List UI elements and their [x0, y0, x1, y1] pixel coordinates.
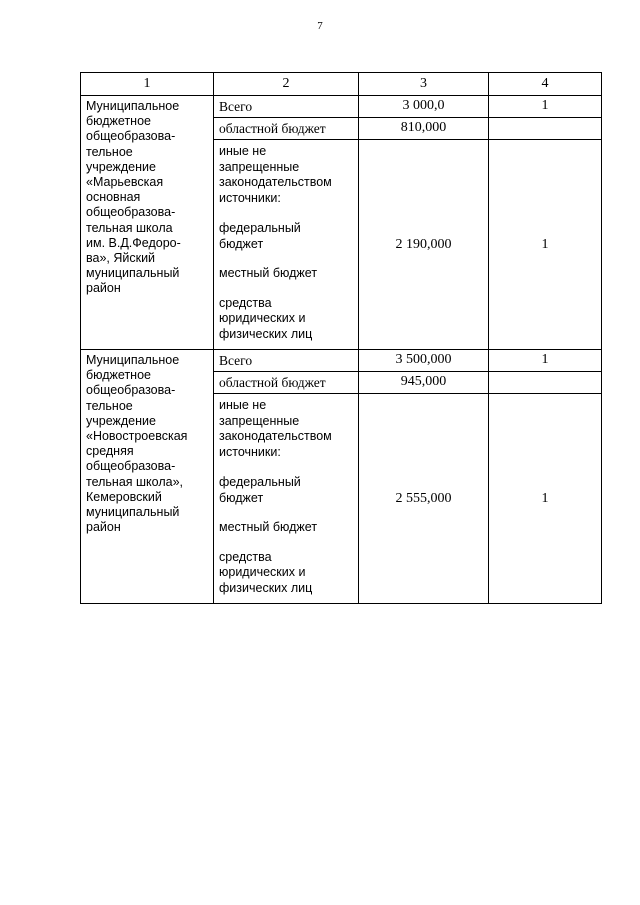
org-line: муниципальный [86, 505, 180, 520]
header-col-1: 1 [81, 73, 214, 96]
regional-count [489, 118, 602, 140]
regional-count [489, 372, 602, 394]
header-row [81, 73, 602, 96]
other-label-line: запрещенные [219, 159, 300, 174]
total-count: 1 [489, 96, 602, 118]
other-value: 2 555,000 [359, 394, 489, 604]
table-row [81, 350, 602, 372]
federal-line: федеральный [219, 475, 301, 489]
total-value: 3 500,000 [359, 350, 489, 372]
federal-line: бюджет [219, 490, 264, 505]
total-label: Всего [214, 350, 359, 372]
page-number: 7 [317, 20, 323, 32]
total-count: 1 [489, 350, 602, 372]
regional-value: 810,000 [359, 118, 489, 140]
org-line: Кемеровский [86, 489, 162, 504]
regional-label: областной бюджет [214, 372, 359, 394]
legal-line: юридических и [219, 311, 306, 325]
other-count: 1 [489, 394, 602, 604]
org-line: район [86, 281, 121, 296]
other-value: 2 190,000 [359, 140, 489, 350]
regional-label: областной бюджет [214, 118, 359, 140]
org-line: общеобразова- [86, 129, 176, 144]
local-budget: местный бюджет [219, 520, 318, 534]
total-label: Всего [214, 96, 359, 118]
org-line: общеобразова- [86, 383, 176, 398]
org-line: Муниципальное [86, 353, 180, 367]
other-label-line: иные не [219, 398, 267, 412]
header-col-2: 2 [214, 73, 359, 96]
header-col-4: 4 [489, 73, 602, 96]
org-line: «Марьевская [86, 175, 164, 190]
header-col-3: 3 [359, 73, 489, 96]
org-line: район [86, 520, 121, 535]
org-line: общеобразова- [86, 205, 176, 220]
org-line: учреждение [86, 159, 156, 174]
other-sources-cell [214, 394, 359, 604]
organization-cell [81, 350, 214, 604]
org-line: ва», Яйский [86, 251, 156, 266]
other-count: 1 [489, 140, 602, 350]
org-line: им. В.Д.Федоро- [86, 235, 181, 250]
other-label-line: запрещенные [219, 413, 300, 428]
legal-line: средства [219, 295, 272, 310]
total-value: 3 000,0 [359, 96, 489, 118]
org-line: учреждение [86, 413, 156, 428]
org-line: тельная школа [86, 220, 173, 235]
org-line: бюджетное [86, 114, 151, 129]
org-line: тельная школа», [86, 474, 184, 489]
org-line: общеобразова- [86, 459, 176, 474]
funding-table [80, 72, 602, 604]
table-row [81, 96, 602, 118]
legal-line: юридических и [219, 565, 306, 579]
org-line: «Новостроевская [86, 429, 188, 444]
organization-cell [81, 96, 214, 350]
federal-line: федеральный [219, 221, 301, 235]
org-line: средняя [86, 444, 134, 459]
org-line: муниципальный [86, 266, 180, 281]
legal-line: средства [219, 549, 272, 564]
legal-line: физических лиц [219, 326, 313, 341]
other-sources-cell [214, 140, 359, 350]
regional-value: 945,000 [359, 372, 489, 394]
other-label-line: законодательством [219, 175, 332, 189]
federal-line: бюджет [219, 236, 264, 251]
org-line: тельное [86, 144, 133, 159]
other-label-line: законодательством [219, 429, 332, 443]
org-line: основная [86, 190, 141, 205]
org-line: бюджетное [86, 368, 151, 383]
other-label-line: источники: [219, 444, 281, 459]
org-line: тельное [86, 398, 133, 413]
legal-line: физических лиц [219, 580, 313, 595]
local-budget: местный бюджет [219, 266, 318, 280]
org-line: Муниципальное [86, 99, 180, 113]
other-label-line: иные не [219, 144, 267, 158]
other-label-line: источники: [219, 190, 281, 205]
